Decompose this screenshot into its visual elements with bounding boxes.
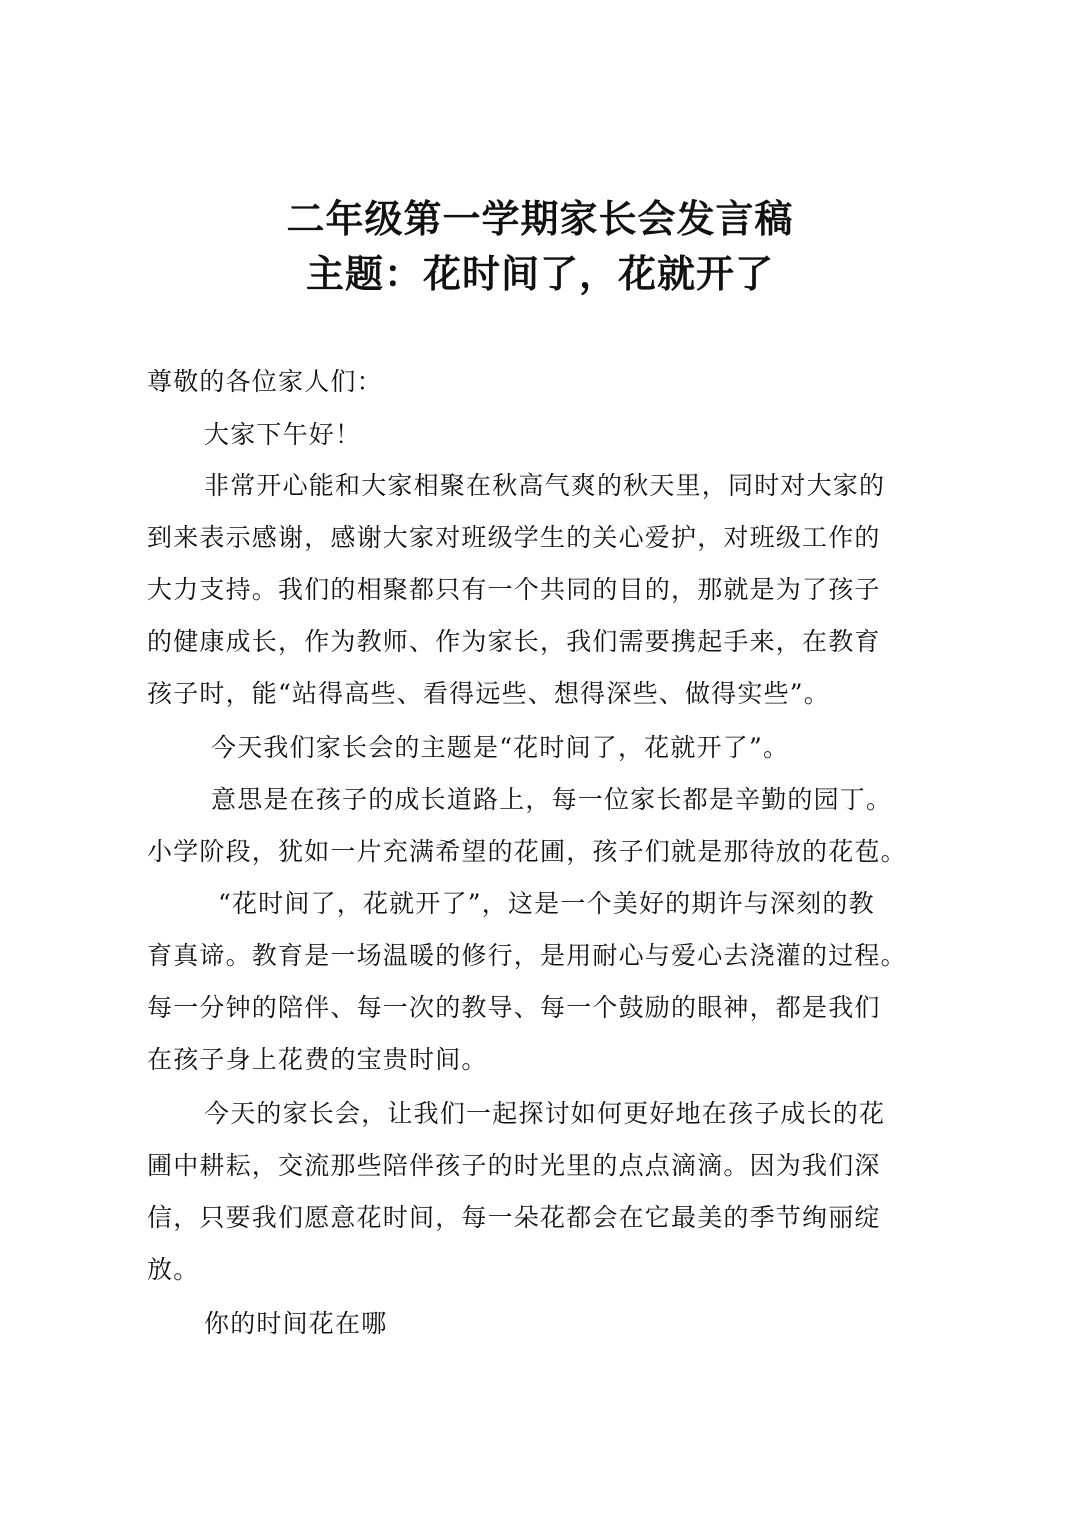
document-title: 二年级第一学期家长会发言稿 [286, 197, 794, 241]
salutation: 尊敬的各位家人们： [147, 367, 383, 396]
paragraph-line: 信，只要我们愿意花时间，每一朵花都会在它最美的季节绚丽绽 [147, 1203, 881, 1232]
paragraph-line: 大力支持。我们的相聚都只有一个共同的目的，那就是为了孩子 [147, 575, 881, 604]
document-subtitle: 主题：花时间了，花就开了 [305, 252, 774, 296]
paragraph-line: 的健康成长，作为教师、作为家长，我们需要携起手来，在教育 [147, 627, 881, 656]
paragraph-line: 到来表示感谢，感谢大家对班级学生的关心爱护，对班级工作的 [147, 523, 881, 552]
paragraph-line: 放。 [147, 1255, 200, 1284]
paragraph-line: 今天的家长会，让我们一起探讨如何更好地在孩子成长的花 [204, 1099, 886, 1128]
paragraph-line: 今天我们家长会的主题是“花时间了，花就开了”。 [211, 733, 790, 762]
paragraph-line: 孩子时，能“站得高些、看得远些、想得深些、做得实些”。 [147, 679, 830, 708]
paragraph-line: 你的时间花在哪 [204, 1309, 388, 1338]
paragraph-line: 每一分钟的陪伴、每一次的教导、每一个鼓励的眼神，都是我们 [147, 993, 881, 1022]
paragraph-line: 非常开心能和大家相聚在秋高气爽的秋天里，同时对大家的 [204, 471, 886, 500]
greeting: 大家下午好！ [204, 420, 362, 449]
paragraph-line: 在孩子身上花费的宝贵时间。 [147, 1045, 488, 1074]
paragraph-line: 小学阶段，犹如一片充满希望的花圃，孩子们就是那待放的花苞。 [147, 837, 907, 866]
paragraph-line: 意思是在孩子的成长道路上，每一位家长都是辛勤的园丁。 [211, 785, 893, 814]
paragraph-line: 圃中耕耘，交流那些陪伴孩子的时光里的点点滴滴。因为我们深 [147, 1151, 881, 1180]
paragraph-line: “花时间了，花就开了”，这是一个美好的期许与深刻的教 [218, 889, 875, 918]
paragraph-line: 育真谛。教育是一场温暖的修行，是用耐心与爱心去浇灌的过程。 [147, 941, 907, 970]
